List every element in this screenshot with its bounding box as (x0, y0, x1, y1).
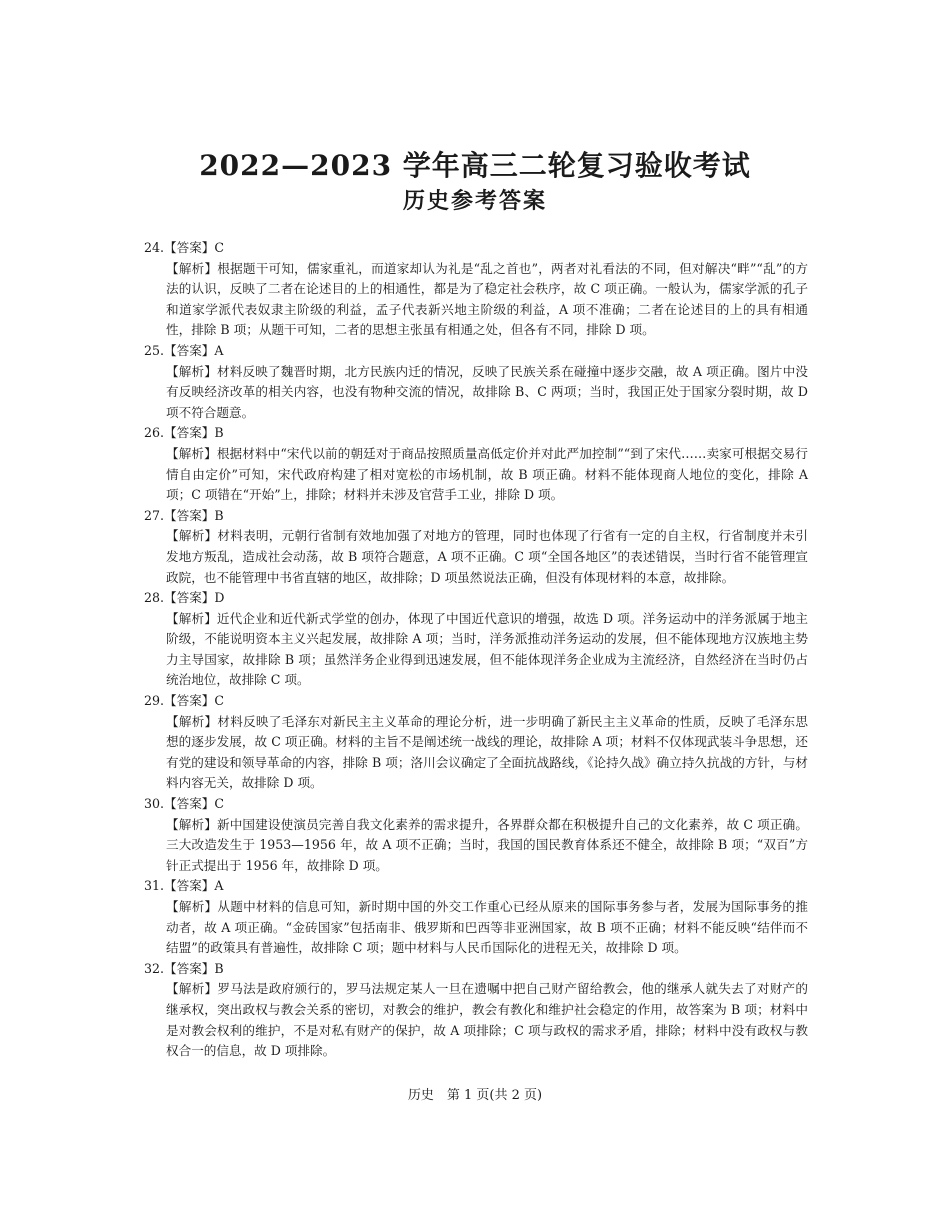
answer-line: 25.【答案】A (144, 342, 224, 358)
analysis-text: 【解析】材料反映了魏晋时期，北方民族内迁的情况，反映了民族关系在碰撞中逐步交融，故 A 项正确。图片中没有反映经济改革的相关内容，也没有物种交流的情况，故排除 B、C 两项；当时，我国正处于国家分裂时期，故 D 项不符合题意。 (166, 363, 808, 420)
question-block (144, 588, 808, 691)
analysis-text: 【解析】新中国建设使演员完善自我文化素养的需求提升，各界群众都在积极提升自己的文化素养，故 C 项正确。三大改造发生于 1953—1956 年，故 A 项不正确；当时，我国的国民教育体系还不健全，故排除 B 项；“双百”方针正式提出于 1956 年，故排除 D 项。 (166, 816, 808, 873)
analysis-text: 【解析】罗马法是政府颁行的，罗马法规定某人一旦在遗嘱中把自己财产留给教会，他的继承人就失去了对财产的继承权，突出政权与教会关系的密切，对教会的维护，教会有教化和维护社会稳定的作用，故答案为 B 项；材料中是对教会权利的维护，不是对私有财产的保护，故 A 项排除；C 项与政权的需求矛盾，排除；材料中没有政权与教权合一的信息，故 D 项排除。 (166, 981, 808, 1059)
analysis-text: 【解析】近代企业和近代新式学堂的创办，体现了中国近代意识的增强，故选 D 项。洋务运动中的洋务派属于地主阶级，不能说明资本主义兴起发展，故排除 A 项；当时，洋务派推动洋务运动的发展，但不能体现地方汉族地主势力主导国家，故排除 B 项；虽然洋务企业得到迅速发展，但不能体现洋务企业成为主流经济，自然经济在当时仍占统治地位，故排除 C 项。 (166, 610, 808, 688)
answer-line: 30.【答案】C (144, 796, 225, 812)
answer-line: 26.【答案】B (144, 425, 224, 441)
question-block (144, 238, 808, 341)
analysis-text: 【解析】材料反映了毛泽东对新民主主义革命的理论分析，进一步明确了新民主主义革命的性质，反映了毛泽东思想的逐步发展，故 C 项正确。材料的主旨不是阐述统一战线的理论，故排除 A 项；材料不仅体现武装斗争思想，还有党的建设和领导革命的内容，排除 B 项；洛川会议确定了全面抗战路线，《论持久战》确立持久抗战的方针，与材料内容无关，故排除 D 项。 (166, 713, 808, 791)
question-block (144, 691, 808, 794)
answer-line: 31.【答案】A (144, 878, 224, 894)
analysis-text: 【解析】从题中材料的信息可知，新时期中国的外交工作重心已经从原来的国际事务参与者，发展为国际事务的推动者，故 A 项正确。“金砖国家”包括南非、俄罗斯和巴西等非亚洲国家，故 B 项不正确；材料不能反映“结伴而不结盟”的政策具有普遍性，故排除 C 项；题中材料与人民币国际化的进程无关，故排除 D 项。 (166, 899, 808, 956)
answer-list (144, 238, 808, 1062)
question-block (144, 959, 808, 1062)
question-block (144, 341, 808, 423)
analysis-text: 【解析】根据材料中“宋代以前的朝廷对于商品按照质量高低定价并对此严加控制”“到了宋代……卖家可根据交易行情自由定价”可知，宋代政府构建了相对宽松的市场机制，故 B 项正确。材料不能体现商人地位的变化，排除 A 项；C 项错在“开始”上，排除；材料并未涉及官营手工业，排除 D 项。 (166, 445, 808, 503)
analysis-text: 【解析】根据题干可知，儒家重礼，而道家却认为礼是“乱之首也”，两者对礼看法的不同，但对解决“畔”“乱”的方法的认识，反映了二者在论述目的上的相通性，都是为了稳定社会秩序，故 C 项正确。一般认为，儒家学派的孔子和道家学派代表奴隶主阶级的利益，孟子代表新兴地主阶级的利益，A 项不准确；二者在论述目的上的具有相通性，排除 B 项；从题干可知，二者的思想主张虽有相通之处，但各有不同，排除 D 项。 (166, 260, 808, 338)
page-footer: 历史 第 1 页(共 2 页) (407, 1088, 543, 1103)
question-block (144, 423, 808, 505)
answer-line: 32.【答案】B (144, 960, 224, 976)
question-block (144, 506, 808, 588)
answer-line: 24.【答案】C (144, 240, 225, 255)
answer-line: 28.【答案】D (144, 590, 225, 606)
answer-line: 29.【答案】C (144, 693, 225, 709)
answer-line: 27.【答案】B (144, 507, 224, 523)
document-subtitle: 历史参考答案 (402, 188, 547, 214)
document-title: 2022—2023 学年高三二轮复习验收考试 (199, 149, 751, 182)
analysis-text: 【解析】材料表明，元朝行省制有效地加强了对地方的管理，同时也体现了行省有一定的自主权，行省制度并未引发地方叛乱，造成社会动荡，故 B 项符合题意，A 项不正确。C 项“全国各地区”的表述错误，当时行省不能管理宣政院，也不能管理中书省直辖的地区，故排除；D 项虽然说法正确，但没有体现材料的本意，故排除。 (166, 528, 808, 585)
question-block (144, 794, 808, 876)
question-block (144, 876, 808, 958)
